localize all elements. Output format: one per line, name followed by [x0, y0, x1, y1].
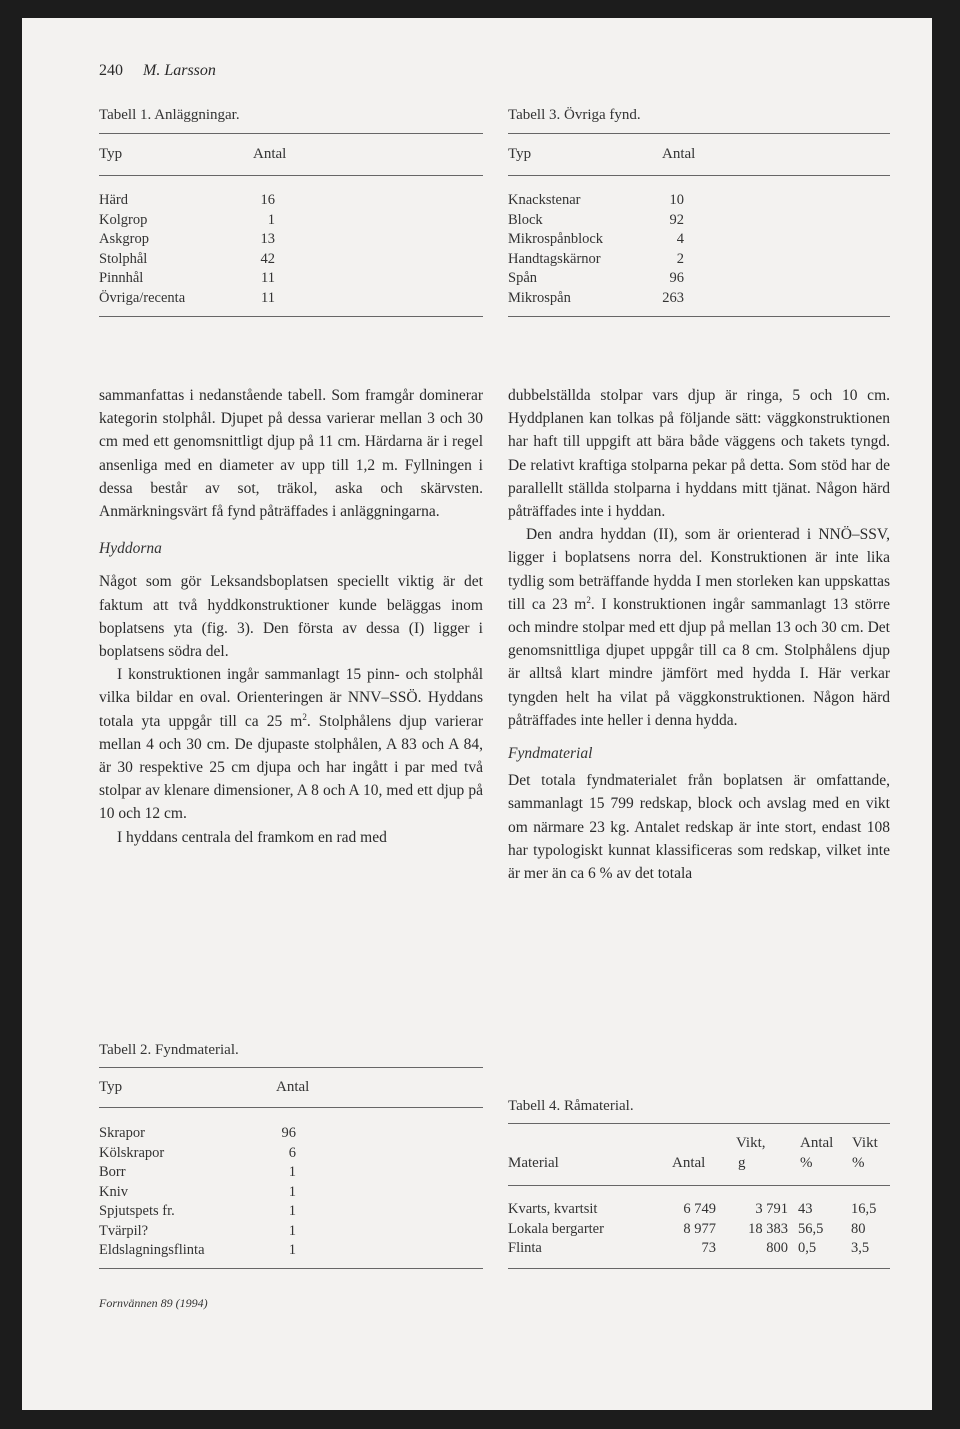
- table1-caption: Tabell 1. Anläggningar.: [99, 107, 240, 123]
- paragraph: I konstruktionen ingår sammanlagt 15 pinn- och stolphål vilka bildar en oval. Orienteringen är NNV–SSÖ. Hyddans totala yta uppgår till ca 25 $m^2$. Stolphålens djup varierar mellan 4 och 30 cm. De djupaste stolphålen, A 83 och A 84, är 30 respektive 25 cm djupa och har ingått i par med två stolpar av klenare dimensioner, A 8 och A 10, med ett djup på 10 och 12 cm.: [99, 666, 483, 823]
- section-heading-hyddorna: Hyddorna: [99, 540, 162, 558]
- section-heading-fyndmaterial: Fyndmaterial: [508, 745, 593, 763]
- table4-header-antal: Antal: [672, 1155, 706, 1171]
- table4-header-antal-pct-unit: %: [800, 1155, 813, 1171]
- table4-header-vikt-pct-unit: %: [852, 1155, 865, 1171]
- table4-caption: Tabell 4. Råmaterial.: [508, 1098, 634, 1114]
- table-row: Skrapor 96: [99, 1125, 296, 1141]
- table-row: Block 92: [508, 211, 684, 228]
- table3-body: [508, 191, 708, 308]
- table2-header-antal: Antal: [276, 1079, 310, 1095]
- table2-header-typ: Typ: [99, 1079, 123, 1095]
- table4-top-rule: [508, 1123, 890, 1124]
- table1-body: [99, 191, 299, 308]
- paragraph: Något som gör Leksandsboplatsen speciellt viktig är det faktum att två hyddkonstruktioner kunde beläggas inom boplatsens yta (fig. 3). Den första av dessa (I) ligger i boplatsens södra del.: [99, 573, 483, 661]
- table-row: Knackstenar 10: [508, 192, 684, 208]
- page-number: 240: [99, 62, 123, 79]
- paragraph: dubbelställda stolpar vars djup är ringa, 5 och 10 cm. Hyddplanen kan tolkas på följande sätt: väggkonstruktionen har haft till uppgift att bära både väggens och takets tyngd. De relativt kraftiga stolparna pekar på detta. Som stöd har de parallellt ställda stolparna i hyddans mitt tjänat. Någon härd påträffades inte i hyddan.: [508, 387, 890, 521]
- table-row: Mikrospån 263: [508, 289, 684, 306]
- table1-top-rule: [99, 133, 483, 134]
- table1-bottom-rule: [99, 316, 483, 317]
- table4-bottom-rule: [508, 1268, 890, 1269]
- paragraph: Den andra hyddan (II), som är orienterad i NNÖ–SSV, ligger i boplatsens norra del. Konstruktionen är inte lika tydlig som beträffande hydda I men storleken kan uppskattas till ca 23 $m^2$. I konstruktionen ingår sammanlagt 13 större och mindre stolpar med ett djup på mellan 13 och 30 cm. Det genomsnittliga djupet uppgår till ca 8 cm. Stolphålens djup är alltså klart mindre jämfört med hydda I. Här verkar tyngden helt ha vilat på väggkonstruktionen. Någon härd påträffades inte heller i denna hydda.: [508, 526, 890, 729]
- table-row: Stolphål 42: [99, 250, 275, 267]
- table-row: Borr 1: [99, 1164, 296, 1180]
- table3-header-typ: Typ: [508, 146, 532, 162]
- paragraph: Det totala fyndmaterialet från boplatsen är omfattande, sammanlagt 15 799 redskap, block och avslag med en vikt om närmare 23 kg. Antalet redskap är inte stort, endast 108 har typologiskt kunnat klassificeras som redskap, vilket inte är mer än ca 6 % av det totala: [508, 772, 890, 883]
- table4-header-vikt-pct: Vikt: [852, 1135, 878, 1151]
- table-row: Övriga/recenta 11: [99, 289, 275, 306]
- table2-bottom-rule: [99, 1268, 483, 1269]
- table-row: Kolgrop 1: [99, 211, 275, 228]
- table2-header-rule: [99, 1107, 483, 1108]
- table-row: Tvärpil? 1: [99, 1222, 296, 1239]
- table2-top-rule: [99, 1067, 483, 1068]
- table4-body: [508, 1200, 890, 1259]
- table4-header-antal-pct: Antal: [800, 1135, 834, 1151]
- paragraph: sammanfattas i nedanstående tabell. Som framgår dominerar kategorin stolphål. Djupet på dessa varierar mellan 3 och 30 cm med ett genomsnittligt djup på 11 cm. Härdarna är i regel ansenliga med en diameter av upp till 1,2 m. Fyllningen i dessa består av sot, träkol, aska och skärvsten. Anmärkningsvärt få fynd påträffades i anläggningarna.: [99, 387, 483, 521]
- table1-header-antal: Antal: [253, 146, 287, 162]
- table3-header-rule: [508, 175, 890, 176]
- table2-caption: Tabell 2. Fyndmaterial.: [99, 1042, 239, 1058]
- table3-bottom-rule: [508, 316, 890, 317]
- table-row: Spjutspets fr. 1: [99, 1203, 296, 1219]
- table4-header-vikt: Vikt,: [736, 1135, 766, 1151]
- paragraph: I hyddans centrala del framkom en rad med: [117, 828, 387, 846]
- table-row: Härd 16: [99, 192, 275, 208]
- right-column: [508, 384, 890, 885]
- table-row: Askgrop 13: [99, 231, 275, 247]
- table1-header-rule: [99, 175, 483, 176]
- table-row: Lokala bergarter 8 977 18 383 56,5 80: [508, 1220, 866, 1237]
- author-name: M. Larsson: [143, 62, 216, 79]
- table4-header-rule: [508, 1185, 890, 1186]
- table-row: Kniv 1: [99, 1183, 296, 1200]
- table1-header-typ: Typ: [99, 146, 123, 162]
- table-row: Eldslagningsflinta 1: [99, 1242, 296, 1258]
- table-row: Flinta 73 800 0,5 3,5: [508, 1240, 870, 1256]
- table3-caption: Tabell 3. Övriga fynd.: [508, 107, 641, 123]
- table3-header-antal: Antal: [662, 146, 696, 162]
- table4-header-vikt-unit: g: [738, 1155, 746, 1171]
- table-row: Pinnhål 11: [99, 270, 275, 286]
- table-row: Kölskrapor 6: [99, 1144, 296, 1161]
- table-row: Mikrospånblock 4: [508, 231, 684, 247]
- journal-footer: Fornvännen 89 (1994): [99, 1296, 208, 1310]
- left-column: [99, 384, 483, 849]
- table-row: Spån 96: [508, 270, 684, 286]
- table4-header-material: Material: [508, 1155, 559, 1171]
- table-row: Handtagskärnor 2: [508, 250, 684, 267]
- running-header: [99, 62, 216, 80]
- table2-body: [99, 1124, 299, 1261]
- table-row: Kvarts, kvartsit 6 749 3 791 43 16,5: [508, 1201, 877, 1217]
- table3-top-rule: [508, 133, 890, 134]
